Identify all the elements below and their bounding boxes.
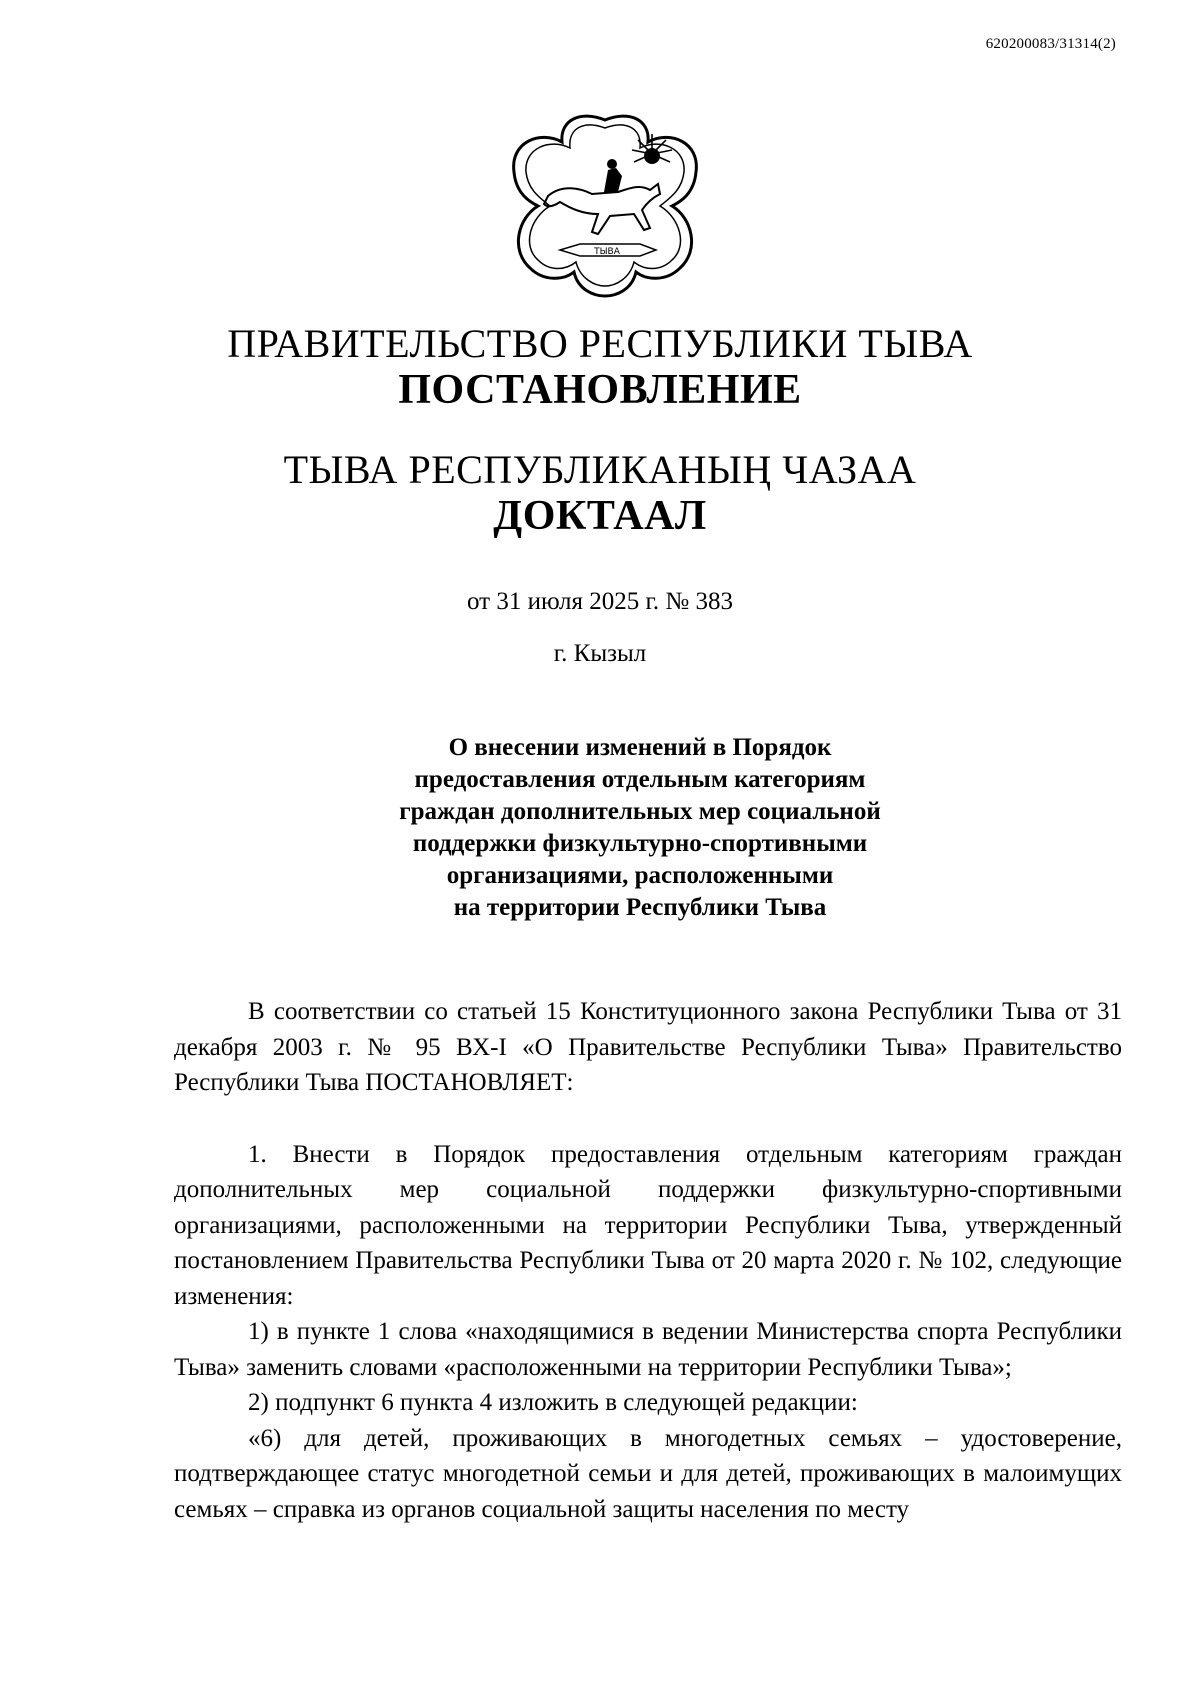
government-title-ru: ПРАВИТЕЛЬСТВО РЕСПУБЛИКИ ТЫВА: [227, 321, 973, 366]
decree-title-ru: ПОСТАНОВЛЕНИЕ: [398, 367, 802, 413]
subject-line: поддержки физкультурно-спортивными: [412, 830, 868, 857]
date-number-line: от 31 июля 2025 г. № 383: [466, 588, 734, 615]
city-line: г. Кызыл: [553, 640, 647, 667]
svg-text:ТЫВА: ТЫВА: [594, 247, 620, 257]
subject-line: на территории Республики Тыва: [453, 894, 827, 921]
preamble-paragraph: В соответствии со статьей 15 Конституционного закона Республики Тыва от 31 декабря 2003 г. № 95 ВХ-I «О Правительстве Республики Тыва» Правительство Республики Тыва ПОСТАНОВЛЯЕТ:: [174, 998, 1122, 1096]
decree-title-tyv: ДОКТААЛ: [493, 493, 707, 539]
government-title-tyv: ТЫВА РЕСПУБЛИКАНЫҢ ЧАЗАА: [283, 447, 917, 492]
tuva-coat-of-arms-icon: [500, 110, 710, 298]
subject-line: О внесении изменений в Порядок: [448, 734, 832, 761]
body-paragraph: «6) для детей, проживающих в многодетных семьях – удостоверение, подтверждающее статус многодетной семьи и для детей, проживающих в малоимущих семьях – справка из органов социальной защиты населения по месту: [174, 1424, 1122, 1523]
body-paragraph: 1) в пункте 1 слова «находящимися в ведении Министерства спорта Республики Тыва» заменить словами «расположенными на территории Республики Тыва»;: [174, 1318, 1122, 1381]
body-paragraph: 1. Внести в Порядок предоставления отдельным категориям граждан дополнительных мер социальной поддержки физкультурно-спортивными организациями, расположенными на территории Республики Тыва, утвержденный постановлением Правительства Республики Тыва от 20 марта 2020 г. № 102, следующие изменения:: [174, 1140, 1122, 1310]
body-paragraph: 2) подпункт 6 пункта 4 изложить в следующей редакции:: [248, 1389, 858, 1416]
document-number: 620200083/31314(2): [985, 36, 1116, 52]
decree-body: [174, 994, 1122, 1527]
subject-line: организациями, расположенными: [446, 862, 834, 889]
subject-line: предоставления отдельным категориям: [414, 766, 866, 793]
decree-subject: [340, 732, 940, 924]
subject-line: граждан дополнительных мер социальной: [399, 798, 881, 825]
